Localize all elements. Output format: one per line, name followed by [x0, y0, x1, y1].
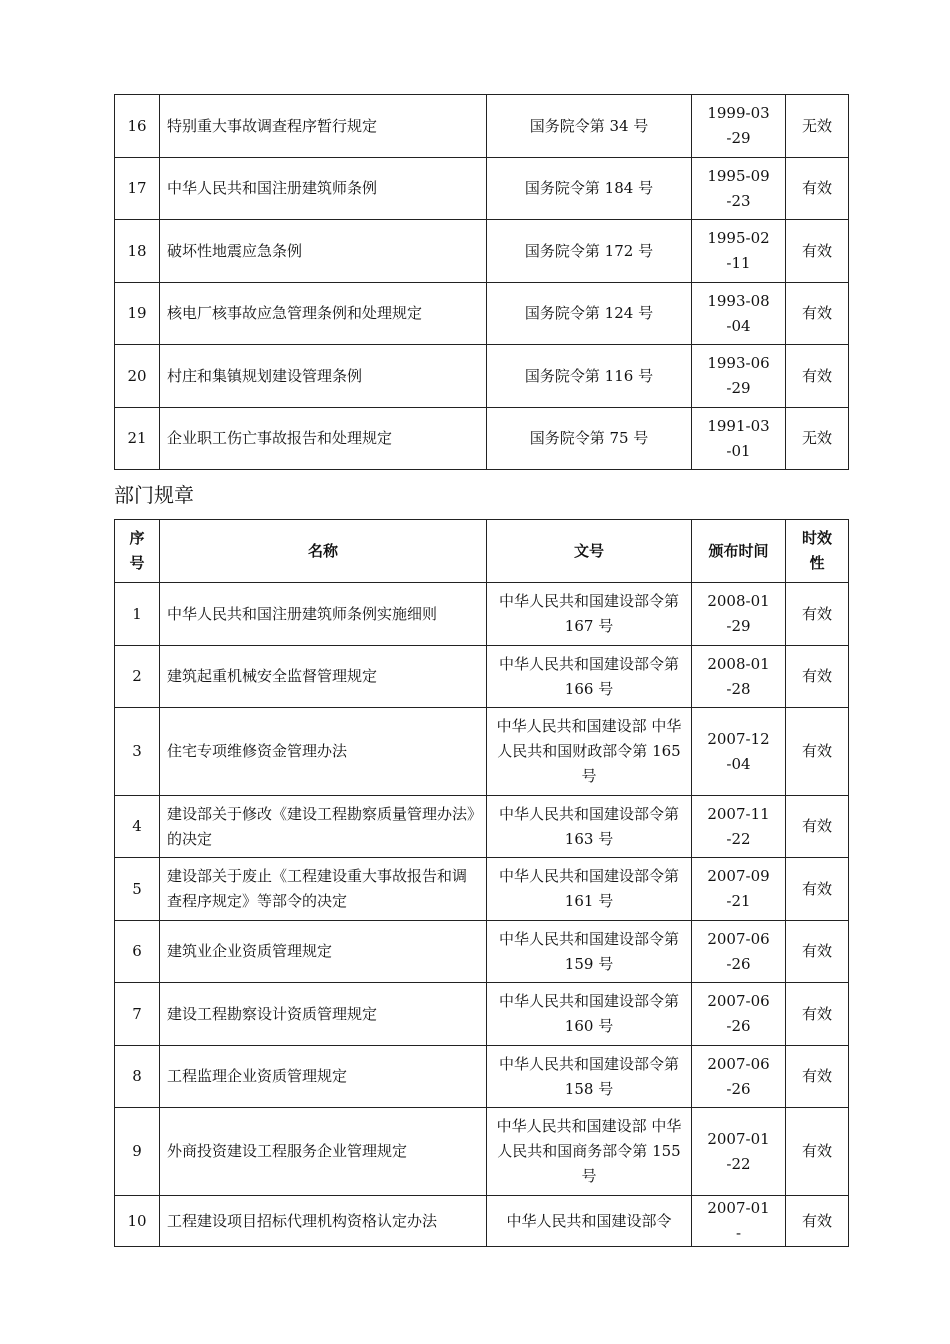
- row-status: 有效: [786, 158, 849, 220]
- row-doc-number: 中华人民共和国建设部令: [487, 1196, 692, 1247]
- row-date: 1995-09-23: [692, 158, 786, 220]
- row-name: 建设部关于废止《工程建设重大事故报告和调查程序规定》等部令的决定: [160, 858, 487, 921]
- row-doc-number: 国务院令第 172 号: [487, 220, 692, 283]
- row-name: 工程监理企业资质管理规定: [160, 1046, 487, 1108]
- row-doc-number: 中华人民共和国建设部令第 163 号: [487, 796, 692, 858]
- row-name: 村庄和集镇规划建设管理条例: [160, 345, 487, 408]
- row-number: 9: [115, 1108, 160, 1196]
- row-date: 1993-08-04: [692, 283, 786, 345]
- table-row: [115, 858, 849, 921]
- row-name: 中华人民共和国注册建筑师条例实施细则: [160, 583, 487, 646]
- row-number: 8: [115, 1046, 160, 1108]
- row-name: 建筑起重机械安全监督管理规定: [160, 646, 487, 708]
- header-name: 名称: [160, 520, 487, 583]
- row-doc-number: 中华人民共和国建设部令第 166 号: [487, 646, 692, 708]
- row-status: 有效: [786, 1108, 849, 1196]
- row-name: 中华人民共和国注册建筑师条例: [160, 158, 487, 220]
- row-name: 建设部关于修改《建设工程勘察质量管理办法》的决定: [160, 796, 487, 858]
- row-date: 2007-11-22: [692, 796, 786, 858]
- row-status: 有效: [786, 1196, 849, 1247]
- table-row: [115, 708, 849, 796]
- row-number: 16: [115, 95, 160, 158]
- row-doc-number: 中华人民共和国建设部 中华人民共和国财政部令第 165 号: [487, 708, 692, 796]
- row-number: 6: [115, 921, 160, 983]
- table-row: [115, 1046, 849, 1108]
- row-date: 2007-01-: [692, 1196, 786, 1247]
- row-doc-number: 中华人民共和国建设部令第 167 号: [487, 583, 692, 646]
- row-doc-number: 中华人民共和国建设部令第 160 号: [487, 983, 692, 1046]
- row-date: 2007-09-21: [692, 858, 786, 921]
- row-status: 有效: [786, 796, 849, 858]
- table-row: [115, 408, 849, 470]
- row-status: 有效: [786, 220, 849, 283]
- row-name: 工程建设项目招标代理机构资格认定办法: [160, 1196, 487, 1247]
- row-name: 建设工程勘察设计资质管理规定: [160, 983, 487, 1046]
- row-status: 有效: [786, 921, 849, 983]
- row-number: 18: [115, 220, 160, 283]
- row-doc-number: 中华人民共和国建设部 中华人民共和国商务部令第 155 号: [487, 1108, 692, 1196]
- row-doc-number: 中华人民共和国建设部令第 159 号: [487, 921, 692, 983]
- row-status: 有效: [786, 1046, 849, 1108]
- table-row: [115, 283, 849, 345]
- header-doc: 文号: [487, 520, 692, 583]
- table-row: [115, 158, 849, 220]
- row-number: 3: [115, 708, 160, 796]
- row-number: 19: [115, 283, 160, 345]
- row-name: 外商投资建设工程服务企业管理规定: [160, 1108, 487, 1196]
- row-number: 20: [115, 345, 160, 408]
- row-name: 企业职工伤亡事故报告和处理规定: [160, 408, 487, 470]
- header-date: 颁布时间: [692, 520, 786, 583]
- row-date: 1995-02-11: [692, 220, 786, 283]
- table-row: [115, 1108, 849, 1196]
- row-status: 有效: [786, 283, 849, 345]
- row-name: 破坏性地震应急条例: [160, 220, 487, 283]
- row-number: 21: [115, 408, 160, 470]
- row-status: 有效: [786, 646, 849, 708]
- row-number: 10: [115, 1196, 160, 1247]
- row-number: 4: [115, 796, 160, 858]
- table-header-row: [115, 520, 849, 583]
- row-status: 有效: [786, 858, 849, 921]
- table-row: [115, 583, 849, 646]
- regulations-table-continued: [114, 94, 849, 470]
- section-title: 部门规章: [114, 483, 194, 507]
- row-doc-number: 国务院令第 124 号: [487, 283, 692, 345]
- row-doc-number: 国务院令第 116 号: [487, 345, 692, 408]
- table-row: [115, 1196, 849, 1247]
- row-date: 2008-01-28: [692, 646, 786, 708]
- row-date: 2007-06-26: [692, 983, 786, 1046]
- row-doc-number: 中华人民共和国建设部令第 158 号: [487, 1046, 692, 1108]
- table-row: [115, 983, 849, 1046]
- header-status: 时效性: [786, 520, 849, 583]
- table-row: [115, 345, 849, 408]
- row-date: 2007-01-22: [692, 1108, 786, 1196]
- row-name: 特别重大事故调查程序暂行规定: [160, 95, 487, 158]
- table-row: [115, 796, 849, 858]
- row-date: 1999-03-29: [692, 95, 786, 158]
- department-rules-table: [114, 519, 849, 1247]
- row-name: 住宅专项维修资金管理办法: [160, 708, 487, 796]
- row-date: 1993-06-29: [692, 345, 786, 408]
- row-status: 无效: [786, 95, 849, 158]
- header-no: 序号: [115, 520, 160, 583]
- row-date: 2008-01-29: [692, 583, 786, 646]
- row-number: 7: [115, 983, 160, 1046]
- row-number: 17: [115, 158, 160, 220]
- table-row: [115, 95, 849, 158]
- row-doc-number: 国务院令第 34 号: [487, 95, 692, 158]
- row-date: 2007-06-26: [692, 921, 786, 983]
- row-doc-number: 国务院令第 184 号: [487, 158, 692, 220]
- table-row: [115, 646, 849, 708]
- row-status: 无效: [786, 408, 849, 470]
- row-date: 1991-03-01: [692, 408, 786, 470]
- row-doc-number: 中华人民共和国建设部令第 161 号: [487, 858, 692, 921]
- row-name: 建筑业企业资质管理规定: [160, 921, 487, 983]
- row-number: 5: [115, 858, 160, 921]
- row-status: 有效: [786, 345, 849, 408]
- row-name: 核电厂核事故应急管理条例和处理规定: [160, 283, 487, 345]
- row-number: 1: [115, 583, 160, 646]
- row-date: 2007-06-26: [692, 1046, 786, 1108]
- table-row: [115, 921, 849, 983]
- row-status: 有效: [786, 708, 849, 796]
- row-number: 2: [115, 646, 160, 708]
- table-row: [115, 220, 849, 283]
- row-status: 有效: [786, 583, 849, 646]
- row-date: 2007-12-04: [692, 708, 786, 796]
- row-doc-number: 国务院令第 75 号: [487, 408, 692, 470]
- row-status: 有效: [786, 983, 849, 1046]
